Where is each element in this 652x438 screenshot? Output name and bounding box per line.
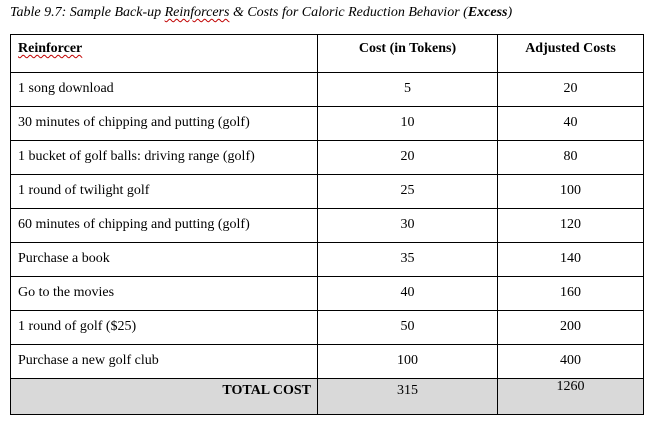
cell-reinforcer: 1 round of twilight golf bbox=[11, 175, 318, 209]
reinforcer-cost-table bbox=[10, 34, 644, 415]
cell-reinforcer: 60 minutes of chipping and putting (golf) bbox=[11, 209, 318, 243]
cell-reinforcer: 1 song download bbox=[11, 73, 318, 107]
header-cost: Cost (in Tokens) bbox=[318, 35, 498, 73]
cell-cost: 5 bbox=[318, 73, 498, 107]
total-row bbox=[11, 379, 644, 415]
cell-cost: 20 bbox=[318, 141, 498, 175]
cell-reinforcer: 1 bucket of golf balls: driving range (golf) bbox=[11, 141, 318, 175]
cell-adjusted: 200 bbox=[498, 311, 644, 345]
cell-cost: 30 bbox=[318, 209, 498, 243]
total-cost: 315 bbox=[318, 379, 498, 415]
cell-reinforcer: Purchase a book bbox=[11, 243, 318, 277]
cell-adjusted: 20 bbox=[498, 73, 644, 107]
cell-adjusted: 120 bbox=[498, 209, 644, 243]
cell-reinforcer: 30 minutes of chipping and putting (golf) bbox=[11, 107, 318, 141]
caption-prefix: Table 9.7: Sample Back-up bbox=[10, 5, 165, 20]
cell-reinforcer: Purchase a new golf club bbox=[11, 345, 318, 379]
caption-suffix: ) bbox=[507, 5, 513, 20]
table-row bbox=[11, 209, 644, 243]
cell-cost: 40 bbox=[318, 277, 498, 311]
table-row bbox=[11, 277, 644, 311]
caption-misspelled-word: Reinforcers bbox=[164, 5, 230, 20]
total-label: TOTAL COST bbox=[11, 379, 318, 415]
table-row bbox=[11, 243, 644, 277]
caption-middle: & Costs for Caloric Reduction Behavior ( bbox=[229, 5, 468, 20]
total-adjusted: 1260 bbox=[498, 379, 644, 415]
cell-cost: 50 bbox=[318, 311, 498, 345]
cell-reinforcer: 1 round of golf ($25) bbox=[11, 311, 318, 345]
cell-adjusted: 400 bbox=[498, 345, 644, 379]
cell-adjusted: 40 bbox=[498, 107, 644, 141]
cell-adjusted: 100 bbox=[498, 175, 644, 209]
cell-adjusted: 140 bbox=[498, 243, 644, 277]
cell-reinforcer: Go to the movies bbox=[11, 277, 318, 311]
header-reinforcer bbox=[11, 35, 318, 73]
header-reinforcer-label: Reinforcer bbox=[18, 41, 83, 56]
table-row bbox=[11, 175, 644, 209]
cell-cost: 100 bbox=[318, 345, 498, 379]
table-row bbox=[11, 141, 644, 175]
header-row bbox=[11, 35, 644, 73]
header-adjusted: Adjusted Costs bbox=[498, 35, 644, 73]
table-row bbox=[11, 107, 644, 141]
table-row bbox=[11, 311, 644, 345]
table-row bbox=[11, 345, 644, 379]
cell-adjusted: 160 bbox=[498, 277, 644, 311]
caption-bold-word: Excess bbox=[467, 5, 508, 20]
table-row bbox=[11, 73, 644, 107]
table-caption bbox=[10, 5, 512, 21]
cell-cost: 35 bbox=[318, 243, 498, 277]
cell-cost: 25 bbox=[318, 175, 498, 209]
cell-adjusted: 80 bbox=[498, 141, 644, 175]
cell-cost: 10 bbox=[318, 107, 498, 141]
